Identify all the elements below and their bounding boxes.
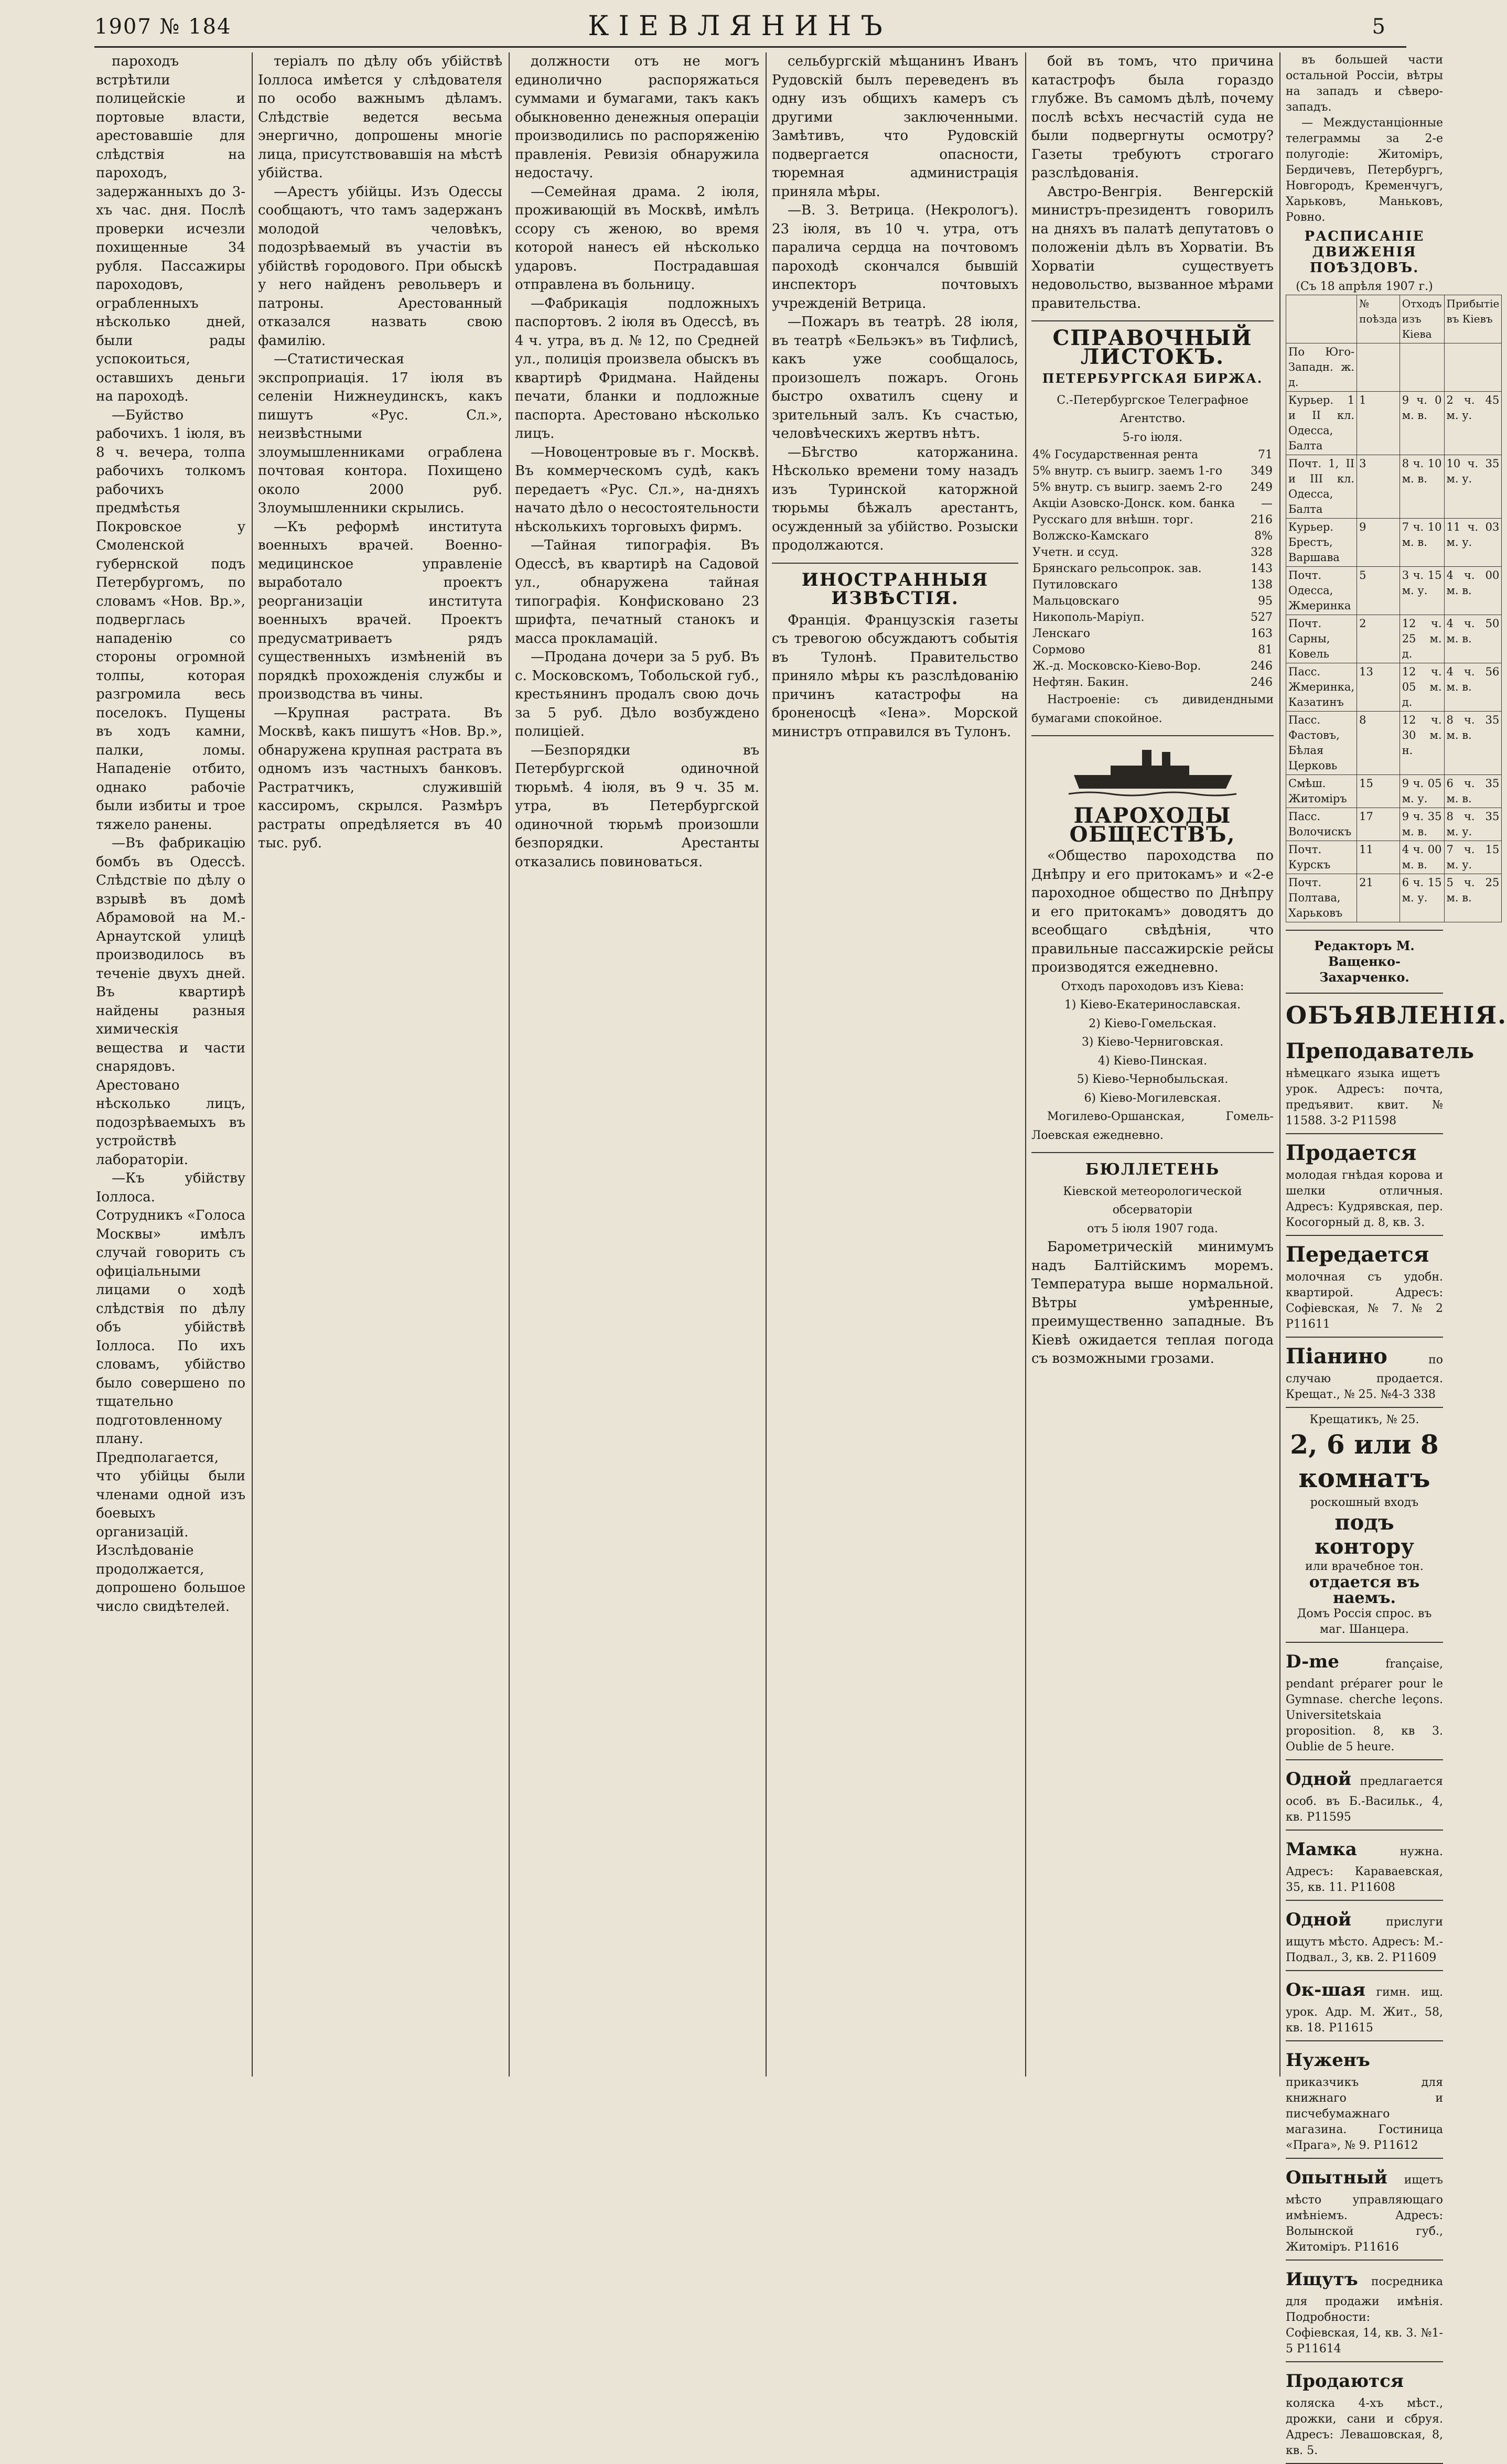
train-cell: 3 ч. 15 м. у.	[1400, 567, 1444, 615]
security-price: 349	[1251, 465, 1273, 478]
security-price: 246	[1251, 676, 1273, 689]
train-cell: 4 ч. 00 м. в.	[1444, 567, 1502, 615]
classified-ad-text: коляска 4-хъ мѣст., дрожки, сани и сбруя. Адресъ: Левашовская, 8, кв. 5.	[1286, 2397, 1443, 2457]
train-cell: По Юго-Западн. ж. д.	[1286, 343, 1357, 392]
security-price: 163	[1251, 627, 1273, 640]
exchange-row	[1031, 463, 1274, 479]
security-name: Путиловскаго	[1032, 578, 1118, 591]
column-1	[96, 52, 245, 2076]
train-cell: 12 ч. 05 м. д.	[1400, 663, 1444, 712]
agency-name: С.-Петербургское Телеграфное Агентство.	[1057, 393, 1248, 425]
security-name: 5% внутр. съ выигр. заемъ 1-го	[1032, 465, 1223, 478]
train-row	[1286, 712, 1502, 775]
train-cell	[1357, 343, 1400, 392]
train-row	[1286, 519, 1502, 567]
steamship-line: 3) Кіево-Черниговская.	[1081, 1036, 1224, 1049]
train-cell: 9 ч. 35 м. в.	[1400, 808, 1444, 841]
train-cell: 10 ч. 35 м. у.	[1444, 455, 1502, 519]
article-text: —Новоцентровые въ г. Москвѣ. Въ коммерческомъ судѣ, какъ передаетъ «Рус. Сл.», на-дняхъ начато дѣло о несостоятельности нѣсколькихъ торговыхъ фирмъ.	[515, 444, 759, 535]
bulletin-title: БЮЛЛЕТЕНЬ	[1085, 1160, 1220, 1179]
classified-ad-text: приказчикъ для книжнаго и писчебумажнаго магазина. Гостиница «Прага», № 9. Р11612	[1286, 2076, 1443, 2152]
classified-ad-text: нѣмецкаго языка ищетъ урок. Адресъ: почта, предъявит. квит. № 11588. 3-2 Р11598	[1286, 1067, 1443, 1127]
train-cell: 8 ч. 10 м. в.	[1400, 455, 1444, 519]
security-name: 4% Государственная рента	[1032, 448, 1198, 461]
classified-ad-text: посредника для продажи имѣнія. Подробности: Софіевская, 14, кв. 3. №1-5 Р11614	[1286, 2275, 1443, 2355]
train-cell: Пасс. Жмеринка, Казатинъ	[1286, 663, 1357, 712]
train-cell	[1400, 343, 1444, 392]
classified-ad-text: молодая гнѣдая корова и шелки отличныя. Адресъ: Кудрявская, пер. Косогорный д. 8, кв. 3.	[1286, 1169, 1443, 1229]
classified-ad-heading: Мамка	[1286, 1839, 1357, 1860]
train-schedule-header	[1286, 295, 1502, 343]
section-rule	[1031, 320, 1274, 321]
train-cell: Почт. Курскъ	[1286, 841, 1357, 874]
column-3	[515, 52, 759, 2076]
train-cell: 7 ч. 10 м. в.	[1400, 519, 1444, 567]
exchange-row	[1031, 609, 1274, 626]
exchange-row	[1031, 479, 1274, 496]
article-text: Австро-Венгрія. Венгерскій министръ-президентъ говорилъ на дняхъ въ палатѣ депутатовъ о положеніи дѣлъ въ Хорватіи. Въ Хорватіи существуетъ недовольство, вызванное мѣрами правительства.	[1031, 184, 1274, 311]
bulletin-date: отъ 5 іюля 1907 года.	[1087, 1222, 1218, 1235]
security-price: 71	[1258, 448, 1273, 461]
section-rule	[1286, 930, 1443, 931]
classified-ad-heading: Нуженъ	[1286, 2050, 1370, 2071]
article-text: —Бѣгство каторжанина. Нѣсколько времени тому назадъ изъ Туринской каторжной тюрьмы бѣжалъ арестантъ, осужденный за убійство. Розыски продолжаются.	[772, 444, 1018, 553]
foreign-news-title: ИНОСТРАННЫЯ ИЗВѢСТІЯ.	[801, 569, 989, 609]
security-name: Сормово	[1032, 643, 1085, 657]
article-text: —Тайная типографія. Въ Одессѣ, въ квартирѣ на Садовой ул., обнаружена тайная типографія. Конфисковано 23 шрифта, печатный станокъ и масса прокламацій.	[515, 537, 759, 647]
security-price: 249	[1251, 481, 1273, 494]
classified-ad-text: нужна. Адресъ: Караваевская, 35, кв. 11. Р11608	[1286, 1845, 1443, 1894]
train-cell: 8 ч. 35 м. в.	[1444, 712, 1502, 775]
article-text: —Арестъ убійцы. Изъ Одессы сообщаютъ, что тамъ задержанъ молодой человѣкъ, подозрѣваемый въ участіи въ убійствѣ городового. При обыскѣ у него найденъ револьверъ и патроны. Арестованный отказался назвать свою фамилію.	[258, 184, 502, 349]
section-rule	[1031, 735, 1274, 736]
column-2	[258, 52, 502, 2076]
train-cell: 11	[1357, 841, 1400, 874]
train-cell: Почт. Полтава, Харьковъ	[1286, 874, 1357, 922]
steamship-line: 2) Кіево-Гомельская.	[1089, 1017, 1217, 1030]
train-cell: 8	[1357, 712, 1400, 775]
article-text: —Безпорядки въ Петербургской одиночной тюрьмѣ. 4 іюля, въ 9 ч. 35 м. утра, въ Петербургской одиночной тюрьмѣ произошли безпорядки. Арестанты отказались повиноваться.	[515, 742, 759, 870]
train-row	[1286, 615, 1502, 663]
train-cell: 13	[1357, 663, 1400, 712]
steamship-line: 1) Кіево-Екатеринославская.	[1064, 998, 1241, 1012]
classified-ad-heading: Опытный	[1286, 2167, 1387, 2188]
security-price: —	[1261, 497, 1273, 510]
bulletin-subtitle: Кіевской метеорологической обсерваторіи	[1063, 1185, 1242, 1217]
article-text: Франція. Французскія газеты съ тревогою обсуждаютъ событія въ Тулонѣ. Правительство приняло мѣры къ разслѣдованію причинъ катастрофы на броненосцѣ «Іена». Морской министръ отправился въ Тулонъ.	[772, 612, 1018, 740]
bulletin-text: Барометрическій минимумъ надъ Балтійскимъ моремъ. Температура выше нормальной. Вѣтры умѣренные, преимущественно западные. Въ Кіевѣ ожидается теплая погода съ возможными грозами.	[1031, 1239, 1274, 1367]
exchange-title: ПЕТЕРБУРГСКАЯ БИРЖА.	[1042, 371, 1263, 386]
column-divider	[252, 52, 253, 2076]
ads-list	[1286, 1032, 1474, 1408]
train-cell: 17	[1357, 808, 1400, 841]
train-cell: 1	[1357, 392, 1400, 455]
classified-ad	[1286, 1971, 1443, 2041]
classified-ad-text: прислуги ищутъ мѣсто. Адресъ: М.-Подвал., 3, кв. 2. Р11609	[1286, 1916, 1443, 1964]
security-name: Ж.-д. Московско-Кіево-Вор.	[1032, 660, 1201, 673]
column-divider	[1279, 52, 1280, 2076]
article-text: пароходъ встрѣтили полицейскіе и портовые власти, арестовавшіе для слѣдствія на пароходъ, задержанныхъ до 3-хъ час. дня. Послѣ проверки исчезли похищенные 34 рубля. Пассажиры пароходовъ, ограбленныхъ нѣсколько дней, были рады успокоиться, оставшихъ деньги на пароходѣ.	[96, 53, 245, 404]
train-schedule-title: РАСПИСАНІЕ ДВИЖЕНІЯ ПОѢЗДОВЪ.	[1304, 229, 1425, 276]
exchange-row	[1031, 512, 1274, 528]
classified-ad-heading: Ок-шая	[1286, 1979, 1365, 2000]
article-text: —В. З. Ветрица. (Некрологъ). 23 іюля, въ 10 ч. утра, отъ паралича сердца на почтовомъ пароходѣ скончался бывшій инспекторъ почтовыхъ учрежденій Ветрица.	[772, 202, 1018, 311]
classified-ad-text: по случаю продается. Крещат., № 25. №4-3 338	[1286, 1353, 1443, 1401]
train-cell: Почт. 1, II и III кл. Одесса, Балта	[1286, 455, 1357, 519]
classified-ad-text: предлагается особ. въ Б.-Васильк., 4, кв. Р11595	[1286, 1775, 1443, 1824]
train-row	[1286, 775, 1502, 808]
train-cell: 12 ч. 25 м. д.	[1400, 615, 1444, 663]
classified-ad-heading: D-me	[1286, 1651, 1339, 1672]
train-row	[1286, 343, 1502, 392]
train-row	[1286, 567, 1502, 615]
exchange-table	[1031, 447, 1274, 691]
classified-ad-text: молочная съ удобн. квартирой. Адресъ: Софіевская, № 7. № 2 Р11611	[1286, 1271, 1443, 1331]
section-rule	[772, 563, 1018, 564]
column-5	[1031, 52, 1274, 2076]
steamships-title: ПАРОХОДЫ ОБЩЕСТВЪ,	[1069, 803, 1236, 847]
exchange-row	[1031, 528, 1274, 544]
classified-ad	[1286, 2261, 1443, 2362]
article-text: —Семейная драма. 2 іюля, проживающій въ Москвѣ, имѣлъ ссору съ женою, во время которой нанесъ ей нѣсколько ударовъ. Пострадавшая отправлена въ больницу.	[515, 184, 759, 293]
train-cell: 9 ч. 0 м. в.	[1400, 392, 1444, 455]
classified-ad-heading: Продаются	[1286, 2371, 1404, 2392]
classified-ad	[1286, 1901, 1443, 1971]
train-cell	[1444, 343, 1502, 392]
train-cell: Смѣш. Житоміръ	[1286, 775, 1357, 808]
security-name: Учетн. и ссуд.	[1032, 546, 1119, 559]
classified-ad-heading: Передается	[1286, 1242, 1429, 1267]
train-cell: 5	[1357, 567, 1400, 615]
train-cell: 12 ч. 30 м. н.	[1400, 712, 1444, 775]
article-text: —Фабрикація подложныхъ паспортовъ. 2 іюля въ Одессѣ, въ 4 ч. утра, въ д. № 12, по Средней ул., полиція произвела обыскъ въ квартирѣ Фридмана. Найдены печати, бланки и подложные паспорта. Арестовано нѣсколько лицъ.	[515, 295, 759, 442]
train-row	[1286, 663, 1502, 712]
classified-ad-heading: Преподаватель	[1286, 1039, 1474, 1063]
exchange-date: 5-го іюля.	[1122, 431, 1183, 444]
security-price: 246	[1251, 660, 1273, 673]
article-text: —Къ убійству Іоллоса. Сотрудникъ «Голоса Москвы» имѣлъ случай говорить съ офиціальными лицами о ходѣ слѣдствія по дѣлу объ убійствѣ Іоллоса. По ихъ словамъ, убійство было совершено по тщательно подготовленному плану. Предполагается, что убійцы были членами одной изъ боевыхъ организацій. Изслѣдованіе продолжается, допрошено большое число свидѣтелей.	[96, 1170, 245, 1615]
article-text: —Статистическая экспроприація. 17 іюля въ селеніи Нижнеудинскъ, какъ пишутъ «Рус. Сл.», неизвѣстными злоумышленниками ограблена почтовая контора. Похищено около 2000 руб. Злоумышленники скрылись.	[258, 351, 502, 516]
column-divider	[766, 52, 767, 2076]
ads-title: ОБЪЯВЛЕНІЯ.	[1286, 1001, 1507, 1029]
article-text: теріалъ по дѣлу объ убійствѣ Іоллоса имѣется у слѣдователя по особо важнымъ дѣламъ. Слѣдствіе ведется весьма энергично, допрошены многіе лица, присутствовавшія на мѣстѣ убійства.	[258, 53, 502, 181]
security-price: 95	[1258, 595, 1273, 608]
train-cell: 3	[1357, 455, 1400, 519]
train-schedule-heading: Прибытіе въ Кіевъ	[1444, 295, 1502, 343]
train-schedule-table	[1286, 295, 1502, 922]
train-cell: Пасс. Волочискъ	[1286, 808, 1357, 841]
classified-ad-heading: Одной	[1286, 1769, 1352, 1790]
security-name: 5% внутр. съ выигр. заемъ 2-го	[1032, 481, 1223, 494]
security-name: Русскаго для внѣшн. торг.	[1032, 513, 1193, 526]
column-4	[772, 52, 1018, 2076]
article-text: бой въ томъ, что причина катастрофъ была гораздо глубже. Въ самомъ дѣлѣ, почему послѣ всѣхъ несчастій суда не были подвергнуты осмотру? Газеты требуютъ строгаго разслѣдованія.	[1031, 53, 1274, 181]
train-row	[1286, 392, 1502, 455]
train-row	[1286, 841, 1502, 874]
classified-ad	[1286, 1760, 1443, 1831]
classified-ad	[1286, 2041, 1443, 2159]
security-price: 143	[1251, 562, 1273, 575]
section-rule	[1286, 993, 1443, 994]
train-cell: 4 ч. 50 м. в.	[1444, 615, 1502, 663]
classified-ad	[1286, 1032, 1474, 1134]
article-text: должности отъ не могъ единолично распоряжаться суммами и бумагами, такъ какъ обыкновенно денежныя операціи производились по распоряженію правленія. Ревизія обнаружила недостачу.	[515, 53, 759, 181]
apartment-ad	[1286, 1408, 1443, 1643]
apartment-ad-rooms: 2, 6 или 8 комнатъ	[1290, 1429, 1439, 1493]
article-text: —Крупная растрата. Въ Москвѣ, какъ пишутъ «Нов. Вр.», обнаружена крупная растрата въ одномъ изъ частныхъ банковъ. Растратчикъ, служившій кассиромъ, скрылся. Размѣръ растраты опредѣляется въ 40 тыс. руб.	[258, 705, 502, 851]
train-cell: 7 ч. 15 м. у.	[1444, 841, 1502, 874]
exchange-row	[1031, 447, 1274, 463]
column-divider	[509, 52, 510, 2076]
column-6	[1286, 52, 1507, 2457]
train-schedule-heading: № поѣзда	[1357, 295, 1400, 343]
exchange-note: Настроеніе: съ дивидендными бумагами спокойное.	[1031, 693, 1274, 725]
steamship-line: 4) Кіево-Пинская.	[1097, 1054, 1208, 1068]
train-row	[1286, 455, 1502, 519]
article-text: —Къ реформѣ института военныхъ врачей. Военно-медицинское управленіе выработало проектъ реорганизаціи института военныхъ врачей. Проектъ предусматриваетъ рядъ существенныхъ измѣненій въ порядкѣ прохожденія службы и производства въ чины.	[258, 519, 502, 702]
train-schedule-heading: Отходъ изъ Кіева	[1400, 295, 1444, 343]
security-price: 527	[1251, 611, 1273, 624]
security-name: Волжско-Камскаго	[1032, 530, 1149, 543]
train-schedule-heading	[1286, 295, 1357, 343]
classified-ad-heading: Продается	[1286, 1140, 1417, 1165]
classified-ad	[1286, 1236, 1443, 1338]
apartment-ad-rent: отдается въ наемъ.	[1309, 1573, 1420, 1607]
classified-ad	[1286, 1643, 1443, 1760]
classified-ad-heading: Ищутъ	[1286, 2269, 1358, 2290]
train-cell: Почт. Сарны, Ковель	[1286, 615, 1357, 663]
article-text: сельбургскій мѣщанинъ Иванъ Рудовскій былъ переведенъ въ одну изъ общихъ камеръ съ другими заключенными. Замѣтивъ, что Рудовскій подвергается опасности, тюремная администрація приняла мѣры.	[772, 53, 1018, 200]
classified-ad	[1286, 2362, 1443, 2464]
departures-heading: Отходъ пароходовъ изъ Кіева:	[1061, 980, 1244, 993]
security-name: Нефтян. Бакин.	[1032, 676, 1129, 689]
classified-ad	[1286, 1134, 1443, 1236]
classified-ad-heading: Одной	[1286, 1909, 1352, 1930]
train-schedule-subtitle: (Съ 18 апрѣля 1907 г.)	[1296, 280, 1433, 293]
security-price: 8%	[1254, 530, 1273, 543]
section-rule	[1031, 1152, 1274, 1153]
apartment-ad-address: Крещатикъ, № 25.	[1309, 1413, 1419, 1426]
security-name: Мальцовскаго	[1032, 595, 1120, 608]
security-name: Акціи Азовско-Донск. ком. банка	[1032, 497, 1235, 510]
security-price: 81	[1258, 643, 1273, 657]
train-cell: 6 ч. 35 м. в.	[1444, 775, 1502, 808]
small-ads-list	[1286, 1643, 1443, 2464]
header-rule	[94, 46, 1406, 48]
weather-intro: въ большей части остальной Россіи, вѣтры на западъ и сѣверо-западъ.	[1286, 53, 1443, 114]
classified-ad-text: française, pendant préparer pour le Gymnase. cherche leçons. Universitetskaia proposition. 8, кв 3. Oublie de 5 heure.	[1286, 1658, 1443, 1753]
exchange-row	[1031, 626, 1274, 642]
security-price: 138	[1251, 578, 1273, 591]
train-row	[1286, 874, 1502, 922]
column-divider	[1025, 52, 1026, 2076]
train-cell: Курьер. Брестъ, Варшава	[1286, 519, 1357, 567]
security-name: Ленскаго	[1032, 627, 1090, 640]
reference-sheet-title: СПРАВОЧНЫЙ ЛИСТОКЪ.	[1052, 326, 1253, 369]
article-text: —Буйство рабочихъ. 1 іюля, въ 8 ч. вечера, толпа рабочихъ толкомъ рабочихъ предмѣстья Покровское у Смоленской губернской подъ Петербургомъ, по словамъ «Нов. Вр.», подверглась нападенію со стороны огромной толпы, которая разгромила весь поселокъ. Пущены въ ходъ камни, палки, ломы. Нападеніе отбито, однако рабочіе были избиты и трое тяжело ранены.	[96, 407, 245, 833]
train-cell: Почт. Одесса, Жмеринка	[1286, 567, 1357, 615]
train-cell: Курьер. 1 и II кл. Одесса, Балта	[1286, 392, 1357, 455]
train-row	[1286, 808, 1502, 841]
classified-ad	[1286, 1338, 1443, 1408]
issue-number: 1907 № 184	[94, 15, 232, 39]
exchange-row	[1031, 561, 1274, 577]
classified-ad-text: ищетъ мѣсто управляющаго имѣніемъ. Адресъ: Волынской губ., Житоміръ. Р11616	[1286, 2174, 1443, 2254]
train-cell: 8 ч. 35 м. у.	[1444, 808, 1502, 841]
exchange-row	[1031, 544, 1274, 561]
train-cell: 2 ч. 45 м. у.	[1444, 392, 1502, 455]
train-cell: 2	[1357, 615, 1400, 663]
security-name: Брянскаго рельсопрок. зав.	[1032, 562, 1202, 575]
steamships-footer: Могилево-Оршанская, Гомель-Лоевская ежедневно.	[1031, 1110, 1274, 1142]
classified-ad-text: гимн. ищ. урок. Адр. М. Жит., 58, кв. 18. Р11615	[1286, 1986, 1443, 2035]
train-cell: 11 ч. 03 м. у.	[1444, 519, 1502, 567]
apartment-ad-entrance: роскошный входъ	[1310, 1496, 1419, 1509]
steamship-line: 6) Кіево-Могилевская.	[1084, 1091, 1221, 1105]
article-text: —Продана дочери за 5 руб. Въ с. Московскомъ, Тобольской губ., крестьянинъ продалъ свою дочь за 5 руб. Дѣло возбуждено полиціей.	[515, 649, 759, 739]
train-cell: 15	[1357, 775, 1400, 808]
steamship-icon	[1069, 744, 1236, 801]
classified-ad	[1286, 2159, 1443, 2261]
masthead-title: КІЕВЛЯНИНЪ	[588, 10, 892, 42]
train-cell: 9	[1357, 519, 1400, 567]
classified-ad	[1286, 1831, 1443, 1901]
article-text: —Въ фабрикацію бомбъ въ Одессѣ. Слѣдствіе по дѣлу о взрывѣ въ домѣ Абрамовой на М.-Арнаутской улицѣ производилось въ теченіе двухъ дней. Въ квартирѣ найдены разныя химическія вещества и части снарядовъ. Арестовано нѣсколько лицъ, подозрѣваемыхъ въ устройствѣ лабораторіи.	[96, 835, 245, 1168]
exchange-row	[1031, 593, 1274, 609]
train-cell: 5 ч. 25 м. в.	[1444, 874, 1502, 922]
train-cell: 21	[1357, 874, 1400, 922]
security-price: 328	[1251, 546, 1273, 559]
train-cell: 4 ч. 00 м. в.	[1400, 841, 1444, 874]
train-cell: 6 ч. 15 м. у.	[1400, 874, 1444, 922]
telegram-note: — Междустанціонные телеграммы за 2-е полугодіе: Житоміръ, Бердичевъ, Петербургъ, Новгородъ, Кременчугъ, Харьковъ, Маньковъ, Ровно.	[1286, 116, 1443, 224]
article-text: —Пожаръ въ театрѣ. 28 іюля, въ театрѣ «Бельэкъ» въ Тифлисѣ, какъ уже сообщалось, произошелъ пожаръ. Огонь быстро охватилъ сцену и зрительный залъ. Къ счастью, человѣческихъ жертвъ нѣтъ.	[772, 314, 1018, 442]
exchange-row	[1031, 642, 1274, 658]
page-number: 5	[1372, 15, 1385, 39]
steamships-text: «Общество пароходства по Днѣпру и его притокамъ» и «2-е пароходное общество по Днѣпру и его притокамъ» доводятъ до всеобщаго свѣдѣнія, что правильные пассажирскіе рейсы производятся ежедневно.	[1031, 848, 1274, 975]
security-name: Никополь-Маріуп.	[1032, 611, 1145, 624]
steamship-line: 5) Кіево-Чернобыльская.	[1077, 1073, 1229, 1086]
editor-line: Редакторъ М. Ващенко-Захарченко.	[1314, 938, 1415, 985]
exchange-row	[1031, 658, 1274, 674]
apartment-ad-or: или врачебное тон.	[1305, 1560, 1424, 1573]
train-cell: 4 ч. 56 м. в.	[1444, 663, 1502, 712]
apartment-ad-office: подъ контору	[1315, 1510, 1414, 1559]
train-cell: Пасс. Фастовъ, Бѣлая Церковь	[1286, 712, 1357, 775]
exchange-row	[1031, 674, 1274, 691]
classified-ad-heading: Піанино	[1286, 1344, 1387, 1369]
security-price: 216	[1251, 513, 1273, 526]
exchange-row	[1031, 496, 1274, 512]
train-cell: 9 ч. 05 м. у.	[1400, 775, 1444, 808]
steamship-lines	[1031, 996, 1274, 1107]
exchange-row	[1031, 577, 1274, 593]
apartment-ad-contact: Домъ Россія спрос. въ маг. Шанцера.	[1297, 1607, 1432, 1636]
